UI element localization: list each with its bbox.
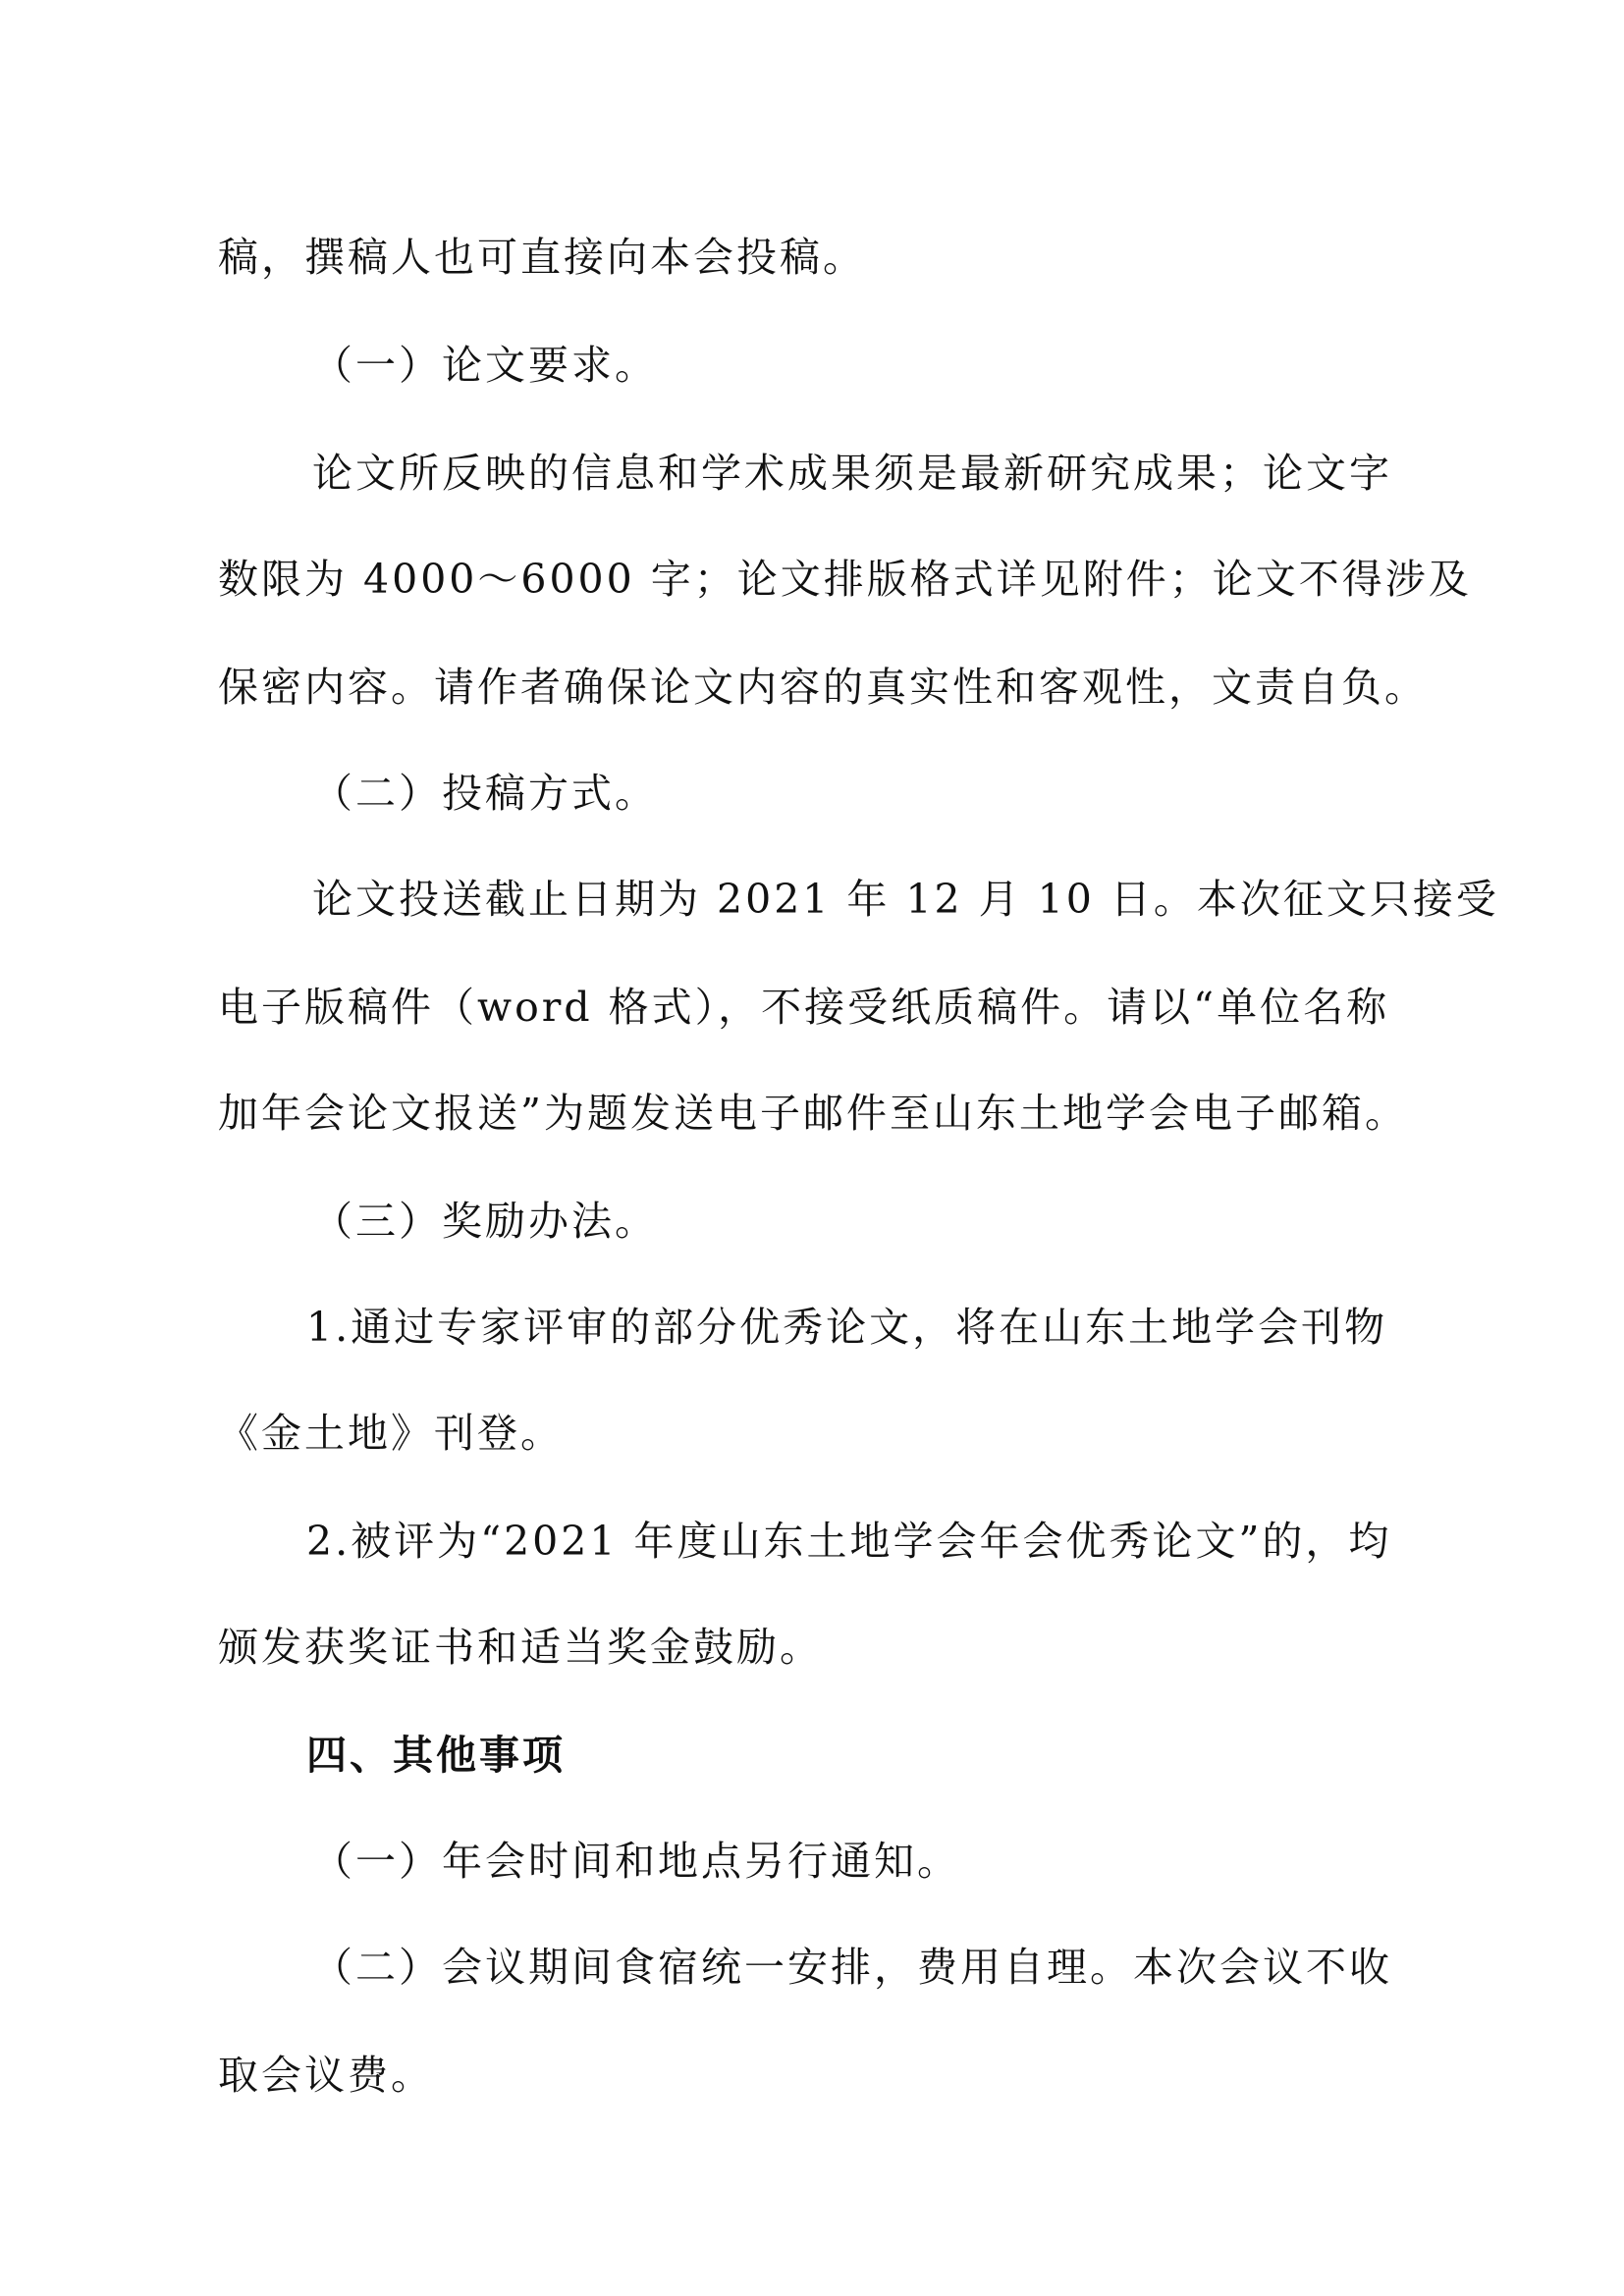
text-line: 加年会论文报送”为题发送电子邮件至山东土地学会电子邮箱。 xyxy=(218,1090,1408,1137)
paragraph-line xyxy=(0,2046,1624,2105)
paragraph-line xyxy=(0,1832,1624,1891)
paragraph-line xyxy=(0,1404,1624,1463)
text-line: （一）论文要求。 xyxy=(312,342,658,389)
paragraph-line xyxy=(0,1938,1624,1997)
paragraph-line xyxy=(0,1084,1624,1143)
paragraph-line xyxy=(0,550,1624,609)
paragraph-line xyxy=(0,1298,1624,1357)
text-line: 《金土地》刊登。 xyxy=(218,1410,564,1457)
subheading-rewards xyxy=(0,1192,1624,1251)
section-heading-other-matters xyxy=(0,1726,1624,1785)
paragraph-line xyxy=(0,658,1624,717)
paragraph-line xyxy=(0,870,1624,929)
text-line: （一）年会时间和地点另行通知。 xyxy=(312,1838,960,1885)
text-line: 论文投送截止日期为 2021 年 12 月 10 日。本次征文只接受 xyxy=(312,876,1499,923)
text-line: 取会议费。 xyxy=(218,2052,434,2099)
text-line: 稿，撰稿人也可直接向本会投稿。 xyxy=(218,234,866,281)
paragraph-line xyxy=(0,228,1624,287)
paragraph-line xyxy=(0,1512,1624,1571)
text-line: 数限为 4000～6000 字；论文排版格式详见附件；论文不得涉及 xyxy=(218,556,1472,603)
subheading-submission-method xyxy=(0,764,1624,823)
text-line: 颁发获奖证书和适当奖金鼓励。 xyxy=(218,1624,823,1671)
text-line: （三）奖励办法。 xyxy=(312,1198,658,1245)
text-line: 论文所反映的信息和学术成果须是最新研究成果；论文字 xyxy=(312,450,1392,497)
text-line: 电子版稿件（word 格式），不接受纸质稿件。请以“单位名称 xyxy=(218,984,1390,1031)
paragraph-line xyxy=(0,444,1624,503)
paragraph-line xyxy=(0,978,1624,1037)
text-line: 1.通过专家评审的部分优秀论文，将在山东土地学会刊物 xyxy=(306,1304,1388,1351)
text-line: 四、其他事项 xyxy=(306,1732,566,1779)
text-line: 2.被评为“2021 年度山东土地学会年会优秀论文”的，均 xyxy=(306,1518,1392,1565)
text-line: （二）投稿方式。 xyxy=(312,770,658,817)
text-line: 保密内容。请作者确保论文内容的真实性和客观性，文责自负。 xyxy=(218,664,1428,711)
text-line: （二）会议期间食宿统一安排，费用自理。本次会议不收 xyxy=(312,1944,1392,1991)
paragraph-line xyxy=(0,1618,1624,1677)
subheading-paper-requirements xyxy=(0,336,1624,395)
